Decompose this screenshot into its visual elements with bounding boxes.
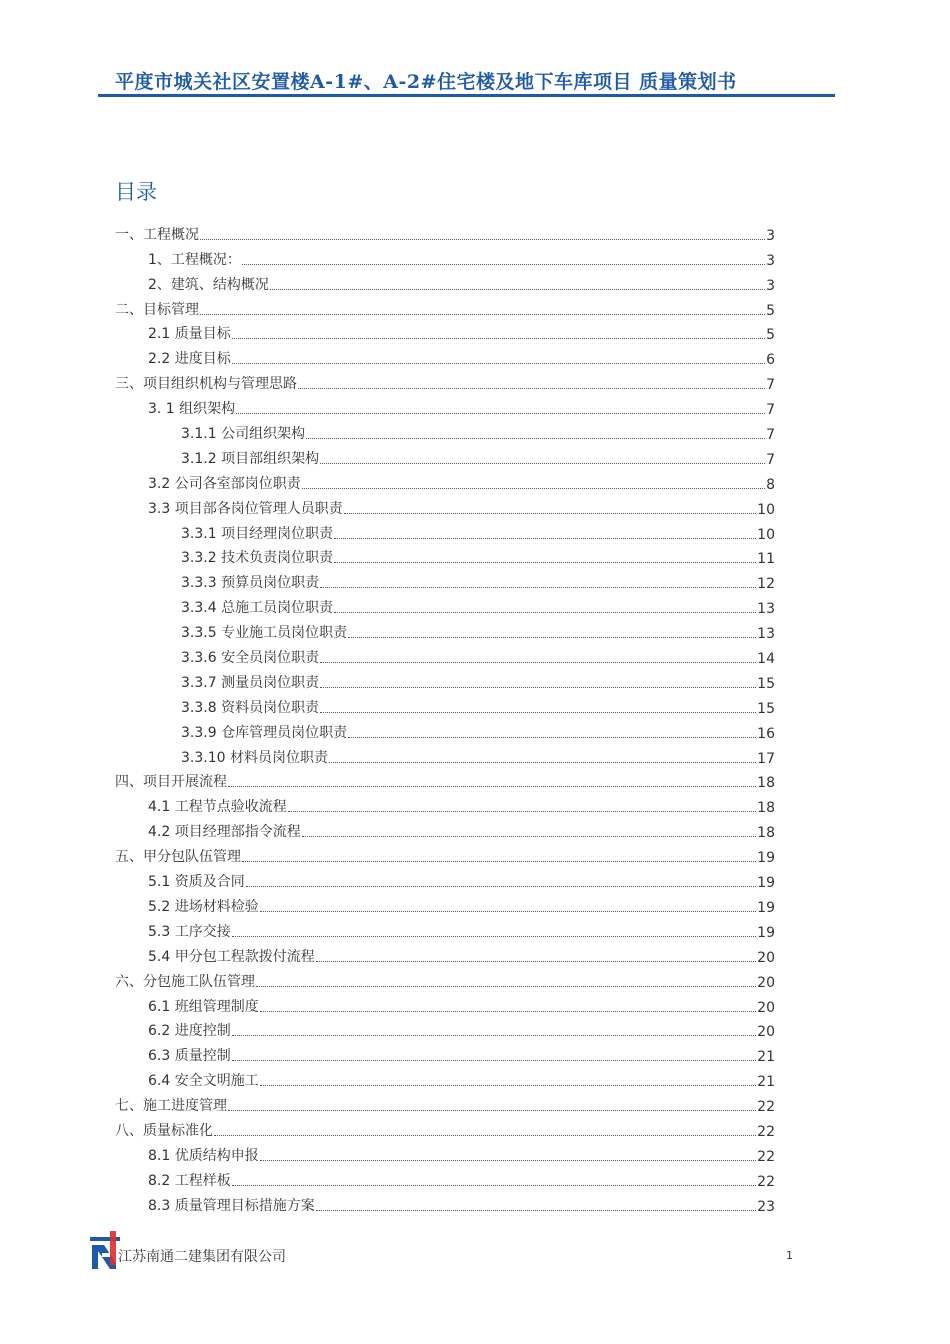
- toc-entry-page: 22: [757, 1148, 775, 1165]
- toc-leader-dots: [260, 1160, 756, 1161]
- toc-leader-dots: [302, 488, 765, 489]
- toc-entry[interactable]: [115, 567, 775, 592]
- toc-entry-page: 18: [757, 800, 775, 817]
- toc-heading: 目录: [115, 180, 157, 204]
- toc-leader-dots: [260, 1011, 756, 1012]
- toc-entry-label: 5.4 甲分包工程款拨付流程: [148, 948, 315, 965]
- toc-leader-dots: [316, 1210, 756, 1211]
- toc-entry-page: 13: [757, 626, 775, 643]
- toc-leader-dots: [246, 886, 756, 887]
- toc-entry-label: 四、项目开展流程: [115, 774, 227, 791]
- toc-leader-dots: [232, 1185, 756, 1186]
- toc-leader-dots: [344, 513, 756, 514]
- toc-leader-dots: [214, 1135, 756, 1136]
- toc-entry-page: 7: [766, 451, 775, 468]
- toc-entry[interactable]: [115, 518, 775, 543]
- toc-entry[interactable]: [115, 1065, 775, 1090]
- toc-entry[interactable]: [115, 1090, 775, 1115]
- toc-entry-page: 16: [757, 725, 775, 742]
- toc-entry-page: 18: [757, 775, 775, 792]
- toc-entry-label: 二、目标管理: [115, 301, 199, 318]
- toc-entry-label: 5.1 资质及合同: [148, 874, 245, 891]
- toc-leader-dots: [320, 587, 756, 588]
- toc-entry-page: 20: [757, 949, 775, 966]
- toc-leader-dots: [334, 612, 756, 613]
- toc-entry-label: 5.3 工序交接: [148, 923, 231, 940]
- toc-entry-label: 一、工程概况: [115, 226, 199, 243]
- toc-entry-page: 20: [757, 999, 775, 1016]
- toc-leader-dots: [260, 911, 756, 912]
- toc-entry-page: 19: [757, 875, 775, 892]
- toc-entry-label: 3.3.6 安全员岗位职责: [181, 650, 320, 667]
- toc-entry[interactable]: [115, 1165, 775, 1190]
- footer-page-number: 1: [786, 1249, 793, 1262]
- toc-entry[interactable]: [115, 891, 775, 916]
- toc-leader-dots: [236, 413, 765, 414]
- toc-entry-label: 2、建筑、结构概况: [148, 276, 269, 293]
- toc-entry[interactable]: [115, 816, 775, 841]
- toc-entry-page: 7: [766, 377, 775, 394]
- toc-entry-page: 3: [766, 227, 775, 244]
- toc-entry-label: 8.2 工程样板: [148, 1172, 231, 1189]
- toc-entry-label: 6.4 安全文明施工: [148, 1073, 259, 1090]
- header-divider: [98, 94, 835, 97]
- toc-entry[interactable]: [115, 343, 775, 368]
- toc-entry-page: 7: [766, 427, 775, 444]
- toc-leader-dots: [298, 388, 765, 389]
- toc-entry-label: 3.3.4 总施工员岗位职责: [181, 600, 334, 617]
- toc-entry[interactable]: [115, 319, 775, 344]
- footer-company-name: 江苏南通二建集团有限公司: [118, 1249, 286, 1265]
- toc-entry-label: 3.3.3 预算员岗位职责: [181, 575, 320, 592]
- toc-entry-label: 6.2 进度控制: [148, 1023, 231, 1040]
- toc-entry-page: 18: [757, 825, 775, 842]
- toc-entry-label: 3.3.1 项目经理岗位职责: [181, 525, 334, 542]
- toc-entry[interactable]: [115, 368, 775, 393]
- toc-entry-label: 五、甲分包队伍管理: [115, 849, 241, 866]
- toc-entry[interactable]: [115, 916, 775, 941]
- toc-leader-dots: [306, 438, 765, 439]
- toc-leader-dots: [260, 1085, 756, 1086]
- toc-entry[interactable]: [115, 791, 775, 816]
- toc-entry-page: 5: [766, 302, 775, 319]
- toc-entry[interactable]: [115, 617, 775, 642]
- toc-leader-dots: [232, 1060, 756, 1061]
- toc-entry-label: 6.3 质量控制: [148, 1048, 231, 1065]
- toc-entry[interactable]: [115, 1040, 775, 1065]
- toc-entry[interactable]: [115, 219, 775, 244]
- toc-entry-page: 20: [757, 1024, 775, 1041]
- toc-entry[interactable]: [115, 418, 775, 443]
- toc-entry[interactable]: [115, 1115, 775, 1140]
- toc-entry-label: 4.1 工程节点验收流程: [148, 799, 287, 816]
- toc-entry-label: 七、施工进度管理: [115, 1098, 227, 1115]
- toc-leader-dots: [320, 463, 765, 464]
- toc-entry-page: 23: [757, 1198, 775, 1215]
- toc-entry-label: 2.1 质量目标: [148, 326, 231, 343]
- toc-entry-page: 14: [757, 651, 775, 668]
- toc-entry-label: 3.3.10 材料员岗位职责: [181, 749, 328, 766]
- toc-leader-dots: [242, 264, 765, 265]
- toc-leader-dots: [200, 239, 765, 240]
- toc-entry-page: 3: [766, 252, 775, 269]
- toc-entry-page: 3: [766, 277, 775, 294]
- toc-entry[interactable]: [115, 841, 775, 866]
- toc-entry[interactable]: [115, 866, 775, 891]
- toc-entry[interactable]: [115, 1016, 775, 1041]
- toc-entry-page: 10: [757, 526, 775, 543]
- toc-entry-page: 19: [757, 899, 775, 916]
- toc-entry[interactable]: [115, 667, 775, 692]
- toc-entry-page: 8: [766, 476, 775, 493]
- toc-leader-dots: [256, 986, 756, 987]
- toc-leader-dots: [320, 712, 756, 713]
- toc-entry-label: 3.3.8 资料员岗位职责: [181, 699, 320, 716]
- toc-entry[interactable]: [115, 692, 775, 717]
- toc-entry[interactable]: [115, 269, 775, 294]
- toc-entry[interactable]: [115, 642, 775, 667]
- toc-entry[interactable]: [115, 1190, 775, 1215]
- toc-entry-page: 5: [766, 327, 775, 344]
- toc-entry[interactable]: [115, 592, 775, 617]
- toc-entry[interactable]: [115, 941, 775, 966]
- toc-entry[interactable]: [115, 742, 775, 767]
- toc-entry-page: 15: [757, 675, 775, 692]
- toc-entry[interactable]: [115, 991, 775, 1016]
- toc-entry-page: 10: [757, 501, 775, 518]
- table-of-contents: [115, 219, 775, 1215]
- toc-entry-label: 5.2 进场材料检验: [148, 898, 259, 915]
- toc-leader-dots: [334, 538, 756, 539]
- toc-entry-label: 3.3 项目部各岗位管理人员职责: [148, 500, 343, 517]
- toc-entry-page: 22: [757, 1173, 775, 1190]
- toc-leader-dots: [232, 1035, 756, 1036]
- toc-leader-dots: [270, 289, 765, 290]
- toc-leader-dots: [348, 737, 756, 738]
- toc-entry-page: 20: [757, 974, 775, 991]
- toc-entry-label: 6.1 班组管理制度: [148, 998, 259, 1015]
- toc-entry-page: 19: [757, 850, 775, 867]
- toc-entry-page: 21: [757, 1074, 775, 1091]
- toc-entry[interactable]: [115, 393, 775, 418]
- toc-leader-dots: [232, 338, 765, 339]
- toc-entry-label: 3. 1 组织架构: [148, 401, 236, 418]
- document-header-title: 平度市城关社区安置楼A-1#、A-2#住宅楼及地下车库项目 质量策划书: [115, 71, 737, 93]
- toc-entry-page: 15: [757, 700, 775, 717]
- toc-leader-dots: [242, 861, 756, 862]
- toc-leader-dots: [232, 936, 756, 937]
- toc-leader-dots: [302, 836, 756, 837]
- toc-entry-label: 8.1 优质结构申报: [148, 1147, 259, 1164]
- toc-entry-label: 3.3.5 专业施工员岗位职责: [181, 625, 348, 642]
- toc-entry[interactable]: [115, 493, 775, 518]
- toc-entry[interactable]: [115, 767, 775, 792]
- toc-entry-page: 11: [757, 551, 775, 568]
- toc-entry-page: 22: [757, 1099, 775, 1116]
- toc-entry-page: 21: [757, 1049, 775, 1066]
- toc-entry-page: 6: [766, 352, 775, 369]
- toc-entry-label: 六、分包施工队伍管理: [115, 973, 255, 990]
- toc-entry[interactable]: [115, 443, 775, 468]
- company-logo-icon: [88, 1229, 122, 1271]
- toc-entry-label: 3.3.9 仓库管理员岗位职责: [181, 724, 348, 741]
- toc-leader-dots: [329, 762, 756, 763]
- toc-entry[interactable]: [115, 244, 775, 269]
- toc-entry-page: 22: [757, 1123, 775, 1140]
- toc-leader-dots: [320, 662, 756, 663]
- toc-entry-page: 13: [757, 601, 775, 618]
- toc-leader-dots: [200, 314, 765, 315]
- toc-entry-label: 2.2 进度目标: [148, 351, 231, 368]
- toc-entry-label: 3.3.2 技术负责岗位职责: [181, 550, 334, 567]
- toc-entry-label: 八、质量标准化: [115, 1122, 213, 1139]
- toc-entry-page: 17: [757, 750, 775, 767]
- toc-entry-page: 7: [766, 402, 775, 419]
- toc-leader-dots: [348, 637, 756, 638]
- toc-entry-label: 3.3.7 测量员岗位职责: [181, 674, 320, 691]
- toc-entry[interactable]: [115, 468, 775, 493]
- toc-leader-dots: [228, 1110, 756, 1111]
- toc-entry-label: 8.3 质量管理目标措施方案: [148, 1197, 315, 1214]
- toc-leader-dots: [334, 562, 756, 563]
- toc-entry-label: 三、项目组织机构与管理思路: [115, 376, 297, 393]
- toc-entry[interactable]: [115, 966, 775, 991]
- toc-leader-dots: [232, 363, 765, 364]
- toc-leader-dots: [320, 687, 756, 688]
- toc-entry-label: 3.1.2 项目部组织架构: [181, 450, 320, 467]
- toc-entry-label: 4.2 项目经理部指令流程: [148, 824, 301, 841]
- toc-entry[interactable]: [115, 717, 775, 742]
- toc-entry-label: 1、工程概况：: [148, 251, 241, 268]
- toc-entry[interactable]: [115, 543, 775, 568]
- toc-leader-dots: [228, 786, 756, 787]
- toc-entry-label: 3.1.1 公司组织架构: [181, 426, 306, 443]
- toc-entry[interactable]: [115, 294, 775, 319]
- toc-entry-label: 3.2 公司各室部岗位职责: [148, 475, 301, 492]
- toc-entry-page: 19: [757, 924, 775, 941]
- toc-entry-page: 12: [757, 576, 775, 593]
- toc-leader-dots: [316, 961, 756, 962]
- toc-leader-dots: [288, 811, 756, 812]
- toc-entry[interactable]: [115, 1140, 775, 1165]
